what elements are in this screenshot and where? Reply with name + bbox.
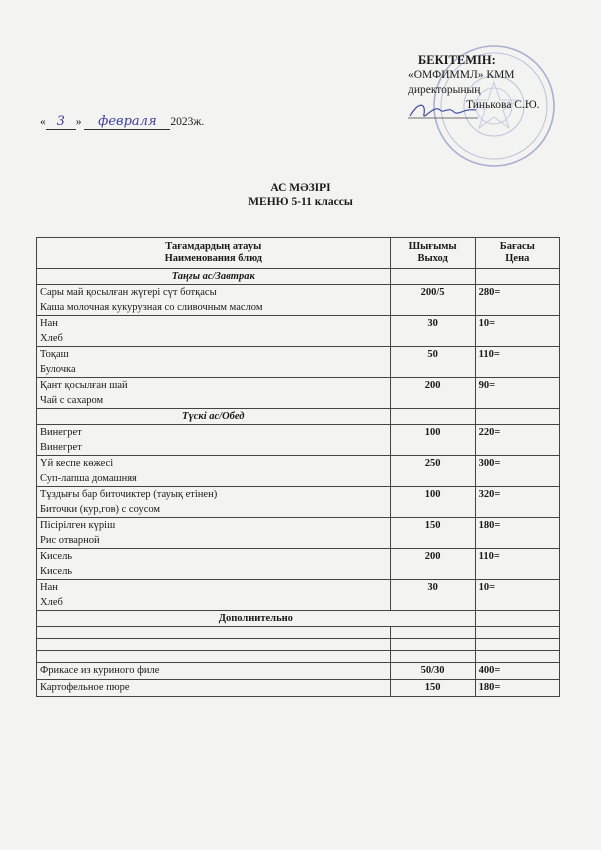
dish-name-kz: Кисель [40, 551, 73, 562]
table-row [37, 487, 560, 518]
dish-name-kz: Қант қосылған шай [40, 380, 128, 391]
dish-name-kz: Винегрет [40, 427, 82, 438]
section-row [37, 409, 560, 425]
dish-name-ru: Винегрет [40, 442, 82, 453]
extra-rows [37, 663, 560, 697]
section-lunch: Түскі ас/Обед [37, 409, 391, 425]
menu-table [36, 237, 560, 697]
dish-yield: 50/30 [390, 663, 475, 680]
dish-name: Картофельное пюре [40, 682, 130, 693]
dish-price: 220= [475, 425, 559, 456]
dish-name-cell [37, 549, 391, 580]
header-dish-name-kz: Тағамдардың атауы [165, 241, 262, 252]
approval-position: директорының [408, 84, 481, 96]
table-row [37, 663, 560, 680]
dish-yield: 100 [390, 425, 475, 456]
breakfast-rows [37, 285, 560, 409]
dish-name-cell [37, 316, 391, 347]
handwritten-signature [408, 98, 478, 124]
dish-price: 180= [475, 518, 559, 549]
dish-name-kz: Пісірілген күріш [40, 520, 116, 531]
dish-yield: 200 [390, 549, 475, 580]
document-date [40, 114, 204, 130]
dish-price: 110= [475, 347, 559, 378]
section-row [37, 611, 560, 627]
menu-title-ru: МЕНЮ 5-11 классы [248, 196, 353, 208]
dish-yield: 150 [390, 518, 475, 549]
dish-name-ru: Биточки (кур,гов) с соусом [40, 504, 161, 515]
approval-org: «ОМФИММЛ» КММ [408, 69, 515, 81]
dish-name-cell [37, 580, 391, 611]
dish-yield: 150 [390, 680, 475, 697]
dish-name-cell [37, 663, 391, 680]
section-row [37, 269, 560, 285]
dish-name-cell [37, 378, 391, 409]
table-row [37, 518, 560, 549]
dish-name-kz: Нан [40, 582, 58, 593]
date-year: 2023ж. [170, 116, 205, 128]
table-row [37, 285, 560, 316]
dish-name-cell [37, 487, 391, 518]
table-row-empty [37, 639, 560, 651]
dish-name-kz: Тұздығы бар биточиктер (тауық етінен) [40, 489, 218, 500]
section-breakfast: Таңғы ас/Завтрак [37, 269, 391, 285]
dish-price: 180= [475, 680, 559, 697]
dish-name-cell [37, 425, 391, 456]
dish-name-cell [37, 456, 391, 487]
header-yield [390, 238, 475, 269]
table-row [37, 316, 560, 347]
date-month: февраля [84, 114, 170, 130]
lunch-rows [37, 425, 560, 611]
table-header-row [37, 238, 560, 269]
table-row [37, 680, 560, 697]
menu-title-kz: АС МӘЗІРІ [270, 182, 331, 194]
dish-name-kz: Сары май қосылған жүгері сүт ботқасы [40, 287, 217, 298]
dish-price: 110= [475, 549, 559, 580]
dish-name-cell [37, 680, 391, 697]
table-row-empty [37, 627, 560, 639]
date-day: 3 [46, 114, 76, 130]
dish-price: 280= [475, 285, 559, 316]
dish-yield: 200/5 [390, 285, 475, 316]
dish-price: 10= [475, 316, 559, 347]
table-row [37, 425, 560, 456]
dish-yield: 100 [390, 487, 475, 518]
table-row-empty [37, 651, 560, 663]
header-price-ru: Цена [505, 253, 530, 264]
table-row [37, 378, 560, 409]
header-yield-kz: Шығымы [408, 241, 457, 252]
dish-price: 10= [475, 580, 559, 611]
date-open-quote: « [40, 116, 46, 128]
dish-name-kz: Нан [40, 318, 58, 329]
table-row [37, 347, 560, 378]
header-dish-name-ru: Наименования блюд [164, 253, 262, 264]
dish-name-ru: Чай с сахаром [40, 395, 104, 406]
approval-signer: Тинькова С.Ю. [466, 99, 540, 111]
dish-price: 400= [475, 663, 559, 680]
header-price [475, 238, 559, 269]
dish-name-ru: Рис отварной [40, 535, 100, 546]
dish-name-ru: Каша молочная кукурузная со сливочным маслом [40, 302, 263, 313]
dish-name-cell [37, 285, 391, 316]
header-price-kz: Бағасы [499, 241, 535, 252]
dish-price: 90= [475, 378, 559, 409]
dish-price: 300= [475, 456, 559, 487]
dish-name-cell [37, 518, 391, 549]
dish-name-ru: Булочка [40, 364, 76, 375]
dish-name-ru: Хлеб [40, 333, 63, 344]
header-yield-ru: Выход [417, 253, 448, 264]
dish-yield: 30 [390, 316, 475, 347]
table-row [37, 456, 560, 487]
dish-yield: 30 [390, 580, 475, 611]
dish-name-ru: Хлеб [40, 597, 63, 608]
dish-price: 320= [475, 487, 559, 518]
section-extra: Дополнительно [37, 611, 476, 627]
dish-yield: 200 [390, 378, 475, 409]
dish-yield: 250 [390, 456, 475, 487]
dish-name-kz: Үй кеспе көжесі [40, 458, 114, 469]
table-row [37, 549, 560, 580]
dish-name-kz: Тоқаш [40, 349, 69, 360]
dish-name: Фрикасе из куриного филе [40, 665, 160, 676]
table-row [37, 580, 560, 611]
dish-yield: 50 [390, 347, 475, 378]
approval-title: БЕКІТЕМІН: [418, 53, 496, 67]
date-close-quote: » [75, 116, 82, 128]
dish-name-ru: Суп-лапша домашняя [40, 473, 137, 484]
dish-name-ru: Кисель [40, 566, 73, 577]
header-dish-name [37, 238, 391, 269]
dish-name-cell [37, 347, 391, 378]
